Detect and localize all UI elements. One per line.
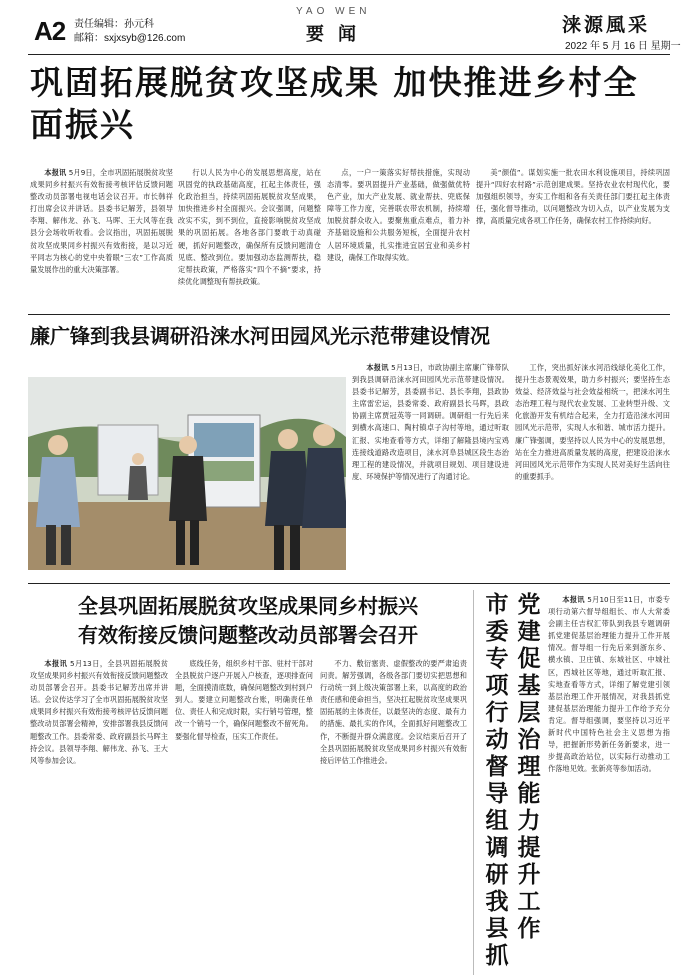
masthead (0, 0, 700, 56)
article-2-column-2: 工作，突出抓好涞水河沿线绿化美化工作，提升生态景观效果，助力乡村振兴；要坚持生态效益、经济效益与社会效益相统一，把涞水河生态治理工程与现代农业发展、工业转型升级、文化旅游开发有机结合起来，全力打造沿涞水河田园风光示范带，实现人水和谐、城市活力提升。廉广锋强调，要坚持以人民为中心的发展思想，站在全力推进高质量发展的高度，把建设沿涞水河田园风光示范带作为实现人民对美好生活向往的重要抓手。 (515, 363, 670, 481)
byline: 本报讯 (44, 168, 67, 177)
photo-illustration (28, 377, 346, 570)
headline-article-3 (28, 592, 468, 650)
byline: 本报讯 (366, 363, 389, 372)
headline-line-1: 全县巩固拓展脱贫攻坚成果同乡村振兴 (78, 594, 418, 618)
headline-article-4-col-b: 市委专项行动督导组调研我县抓 (485, 592, 509, 969)
article-3-column-2: 底线任务，组织乡村干部、驻村干部对全县脱贫户逐户开展入户核查，逐项排查问题，全面摸清底数，确保问题整改到村到户到人。要建立问题整改台账，明确责任单位、责任人和完成时限，实行销号管理，整改一个销号一个，确保问题整改不留死角。要强化督导检查，压实工作责任。 (175, 659, 313, 741)
article-1-column-1: 本报讯 5月9日，全市巩固拓展脱贫攻坚成果同乡村振兴有效衔接考核评估反馈问题整改动员部署电视电话会议召开。市长韩祥打出席会议并讲话。县委书记解芳，县领导李翔、解伟龙、孙飞、马晖、王大风等在我县分会场收听收看。会议指出，巩固拓展脱贫攻坚成果同乡村振兴有效衔接，是以习近平同志为核心的党中央着眼“三农”工作高质量发展作出的重大决策部署。 (30, 168, 173, 274)
editor-line: 责任编辑：孙元科 (74, 19, 154, 30)
masthead-rule (28, 54, 670, 55)
headline-article-2: 廉广锋到我县调研沿涞水河田园风光示范带建设情况 (30, 324, 490, 348)
headline-line-2: 有效衔接反馈问题整改动员部署会召开 (78, 623, 418, 647)
section-label-en: YAO WEN (296, 6, 371, 17)
page-number: A2 (34, 16, 66, 46)
article-3-column-3: 不力、敷衍塞责、虚假整改的要严肃追责问责。解芳强调，各级各部门要切实把思想和行动统一到上级决策部署上来，以高度的政治责任感和使命担当，坚决扛起脱贫攻坚成果巩固拓展的主体责任，以最坚决的态度、最有力的措施、最扎实的作风，全面抓好问题整改工作，不断提升群众满意度。会议结束后召开了全县巩固拓展脱贫攻坚成果同乡村振兴有效衔接后评估工作推进会。 (320, 659, 467, 765)
headline-article-4-col-a: 党建促基层治理能力提升工作 (517, 592, 541, 942)
byline: 本报讯 (44, 659, 68, 668)
divider (28, 314, 670, 315)
paper-name-logo: 涞源風采 (562, 14, 651, 36)
article-1-column-2: 行以人民为中心的发展思想高度，站在巩固党的执政基础高度，扛起主体责任，强化政治担当，持续巩固拓展脱贫攻坚成果，加快推进乡村全面振兴。会议强调，问题整改实不实，到不到位，直接影响脱贫攻坚成果的巩固拓展。各地各部门要敢于动真碰硬，抓好问题整改，确保所有反馈问题清仓见底、整改到位。要加强动态监测帮扶，稳定帮扶政策，严格落实“四个不摘”要求，持续优化调整现有帮扶政策。 (178, 168, 321, 286)
column-separator (473, 590, 474, 975)
email-line: 邮箱：sxjxsyb@126.com (74, 33, 186, 44)
issue-date: 2022 年 5 月 16 日 星期一 (565, 41, 681, 52)
article-1-column-4: 美“颜值”。谋划实施一批农田水利设施项目，持续巩固提升“四好农村路”示范创建成果。坚持农业农村现代化，要加强组织领导，夯实工作组和各有关责任部门要扛起主体责任，强化督导推动，以问题整改为切入点，以产业发展为支撑，高质量完成各项工作任务，确保农村工作持续向好。 (476, 168, 670, 226)
headline-article-1: 巩固拓展脱贫攻坚成果 加快推进乡村全面振兴 (30, 63, 639, 144)
editor-info (74, 18, 185, 46)
article-1-column-3: 点，一户一策落实好帮扶措施，实现动态清零。要巩固提升产业基础，做强做优特色产业，加大产业发展、就业帮扶、兜底保障等工作力度，完善联农带农机制，持续增加脱贫群众收入。要聚焦重点难点，着力补齐基础设施和公共服务短板，全面提升农村人居环境质量，扎实推进宜居宜业和美乡村建设，确保工作取得实效。 (327, 168, 470, 262)
news-photo (28, 377, 346, 570)
byline: 本报讯 (562, 595, 585, 604)
article-3-column-1: 本报讯 5月13日，全县巩固拓展脱贫攻坚成果同乡村振兴有效衔接反馈问题整改动员部署会召开。县委书记解芳出席并讲话。会议传达学习了全市巩固拓展脱贫攻坚成果同乡村振兴有效衔接考核评估反馈问题整改动员部署会精神，安排部署我县反馈问题整改工作。县委常委、政府副县长马晖主持会议。县领导李翔、解伟龙、孙飞、王大风等参加会议。 (30, 659, 168, 765)
section-label: 要闻 (306, 24, 370, 45)
divider (28, 583, 670, 584)
article-4-body: 本报讯 5月10日至11日，市委专项行动第六督导组组长、市人大常委会副主任吉权汇带队到我县专题调研抓党建促基层治理能力提升工作开展情况。督导组一行先后来到浙东乡、横水镇、卫庄镇、东城社区、中城社区，西城社区等地，通过听取汇报、实地查看等方式，详细了解党建引领基层治理工作开展情况，对我县抓党建促基层治理能力提升工作给予充分肯定。督导组强调，要坚持以习近平新时代中国特色社会主义思想为指导，把握新形势新任务新要求，进一步提高政治站位，以实际行动推动工作落地见效。张新亮等参加活动。 (548, 595, 670, 774)
article-2-column-1: 本报讯 5月13日，市政协副主席廉广锋带队到我县调研沿涞水河田园风光示范带建设情况。县委书记解芳，县委副书记、县长李翔，县政协主席雷宏运，县委常委、政府副县长马晖，县政协副主席贾冠英等一同调研。调研组一行先后来到横水高速口、陶村镇卓子沟村等地，通过听取汇报、实地查看等方式，详细了解隆县境内宝鸡连接线道路改造项目，涞水河阜县城区段生态治理工程的建设情况，并就项目规划、项目建设进度、环境保护等情况进行了沟通讨论。 (352, 363, 509, 481)
